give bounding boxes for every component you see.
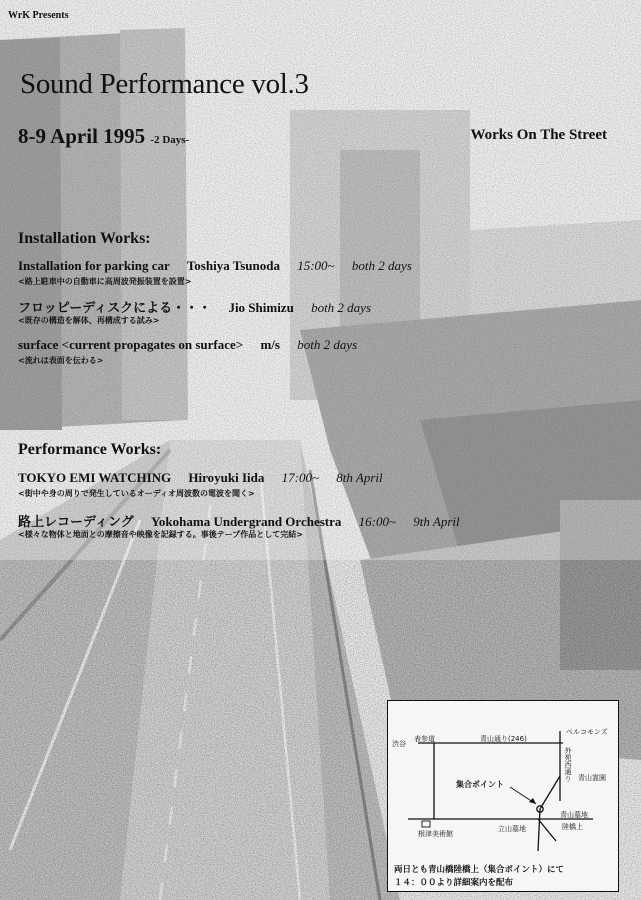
work-when: 9th April — [413, 514, 460, 529]
work-title: フロッピーディスクによる・・・ — [18, 300, 212, 315]
work-artist: Jio Shimizu — [228, 300, 294, 315]
work-note: <路上駐車中の自動車に高周波発振装置を設置> — [18, 277, 192, 286]
work-time: 15:00~ — [297, 258, 335, 273]
installation-item — [18, 297, 371, 316]
performance-heading: Performance Works: — [18, 441, 162, 458]
label-aoyama-bochi: 青山墓地 — [560, 811, 588, 819]
work-when: 8th April — [336, 470, 383, 485]
work-artist: Toshiya Tsunoda — [186, 258, 280, 273]
installation-item — [18, 258, 412, 274]
page-title: Sound Performance vol.3 — [20, 68, 309, 100]
label-tateyama: 立山墓地 — [498, 825, 526, 833]
work-when: both 2 days — [311, 300, 372, 315]
work-note: <様々な物体と地面との摩擦音や映像を記録する。事後テープ作品として完結> — [18, 530, 304, 539]
label-aoyama-cemetery: 青山霊園 — [578, 774, 606, 782]
map-footer-line2: １４：００より詳細案内を配布 — [394, 878, 514, 888]
work-note: <流れは表面を伝わる> — [18, 356, 104, 365]
days-note: -2 Days- — [150, 134, 190, 146]
event-subtitle: Works On The Street — [470, 127, 607, 143]
event-dates — [18, 124, 189, 149]
work-time: 16:00~ — [358, 514, 397, 529]
label-bellcommons: ベルコモンズ — [566, 728, 608, 736]
label-aoyama-dori: 青山通り(246) — [480, 735, 527, 743]
work-title: TOKYO EMI WATCHING — [18, 470, 172, 485]
dates-text: 8-9 April 1995 — [18, 124, 146, 148]
label-shibuya: 渋谷 — [392, 740, 406, 748]
map-footer-line1: 両日とも青山橋陸橋上（集合ポイント）にて — [394, 865, 565, 875]
work-artist: Hiroyuki Iida — [188, 470, 265, 485]
label-gaien-nishi: 外苑西通り — [564, 747, 572, 782]
work-time: 17:00~ — [281, 470, 319, 485]
label-meeting-point: 集合ポイント — [456, 780, 504, 789]
label-nezu-museum: 根津美術館 — [418, 830, 453, 838]
access-map — [387, 700, 619, 892]
work-title: 路上レコーディング — [18, 514, 134, 529]
work-note: <街中や身の周りで発生しているオーディオ周波数の電波を聞く> — [18, 489, 255, 498]
work-title: surface <current propagates on surface> — [18, 337, 244, 352]
performance-item — [18, 511, 460, 530]
installation-item — [18, 337, 357, 353]
work-when: both 2 days — [297, 337, 358, 352]
work-title: Installation for parking car — [18, 258, 170, 273]
presenter-label: WrK Presents — [8, 10, 69, 21]
label-rikkyo: 陸橋上 — [562, 823, 583, 831]
work-artist: Yokohama Undergrand Orchestra — [150, 514, 342, 529]
work-artist: m/s — [260, 337, 280, 352]
work-note: <既存の構造を解体、再構成する試み> — [18, 316, 160, 325]
label-omotesando: 表参道 — [414, 735, 435, 743]
performance-item — [18, 470, 383, 486]
installation-heading: Installation Works: — [18, 230, 151, 247]
work-when: both 2 days — [351, 258, 412, 273]
